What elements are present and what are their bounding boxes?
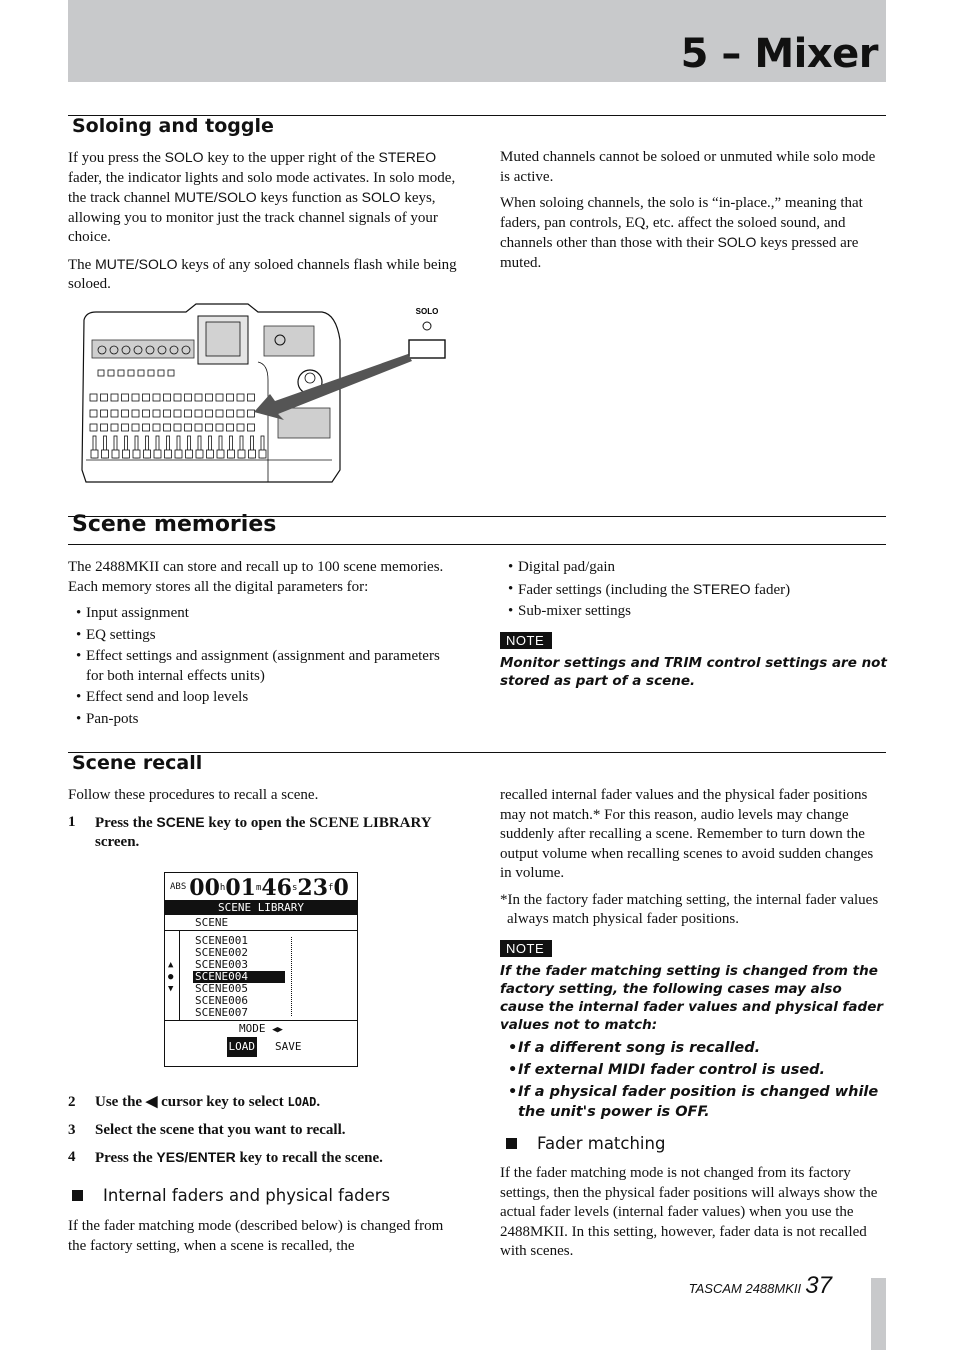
minutes: 01 [225, 875, 256, 901]
text: Use the ◀ cursor key to select [95, 1094, 288, 1110]
channel-key [248, 410, 255, 417]
unit: s [291, 882, 298, 893]
note-text: Monitor settings and TRIM control settings are not stored as part of a scene. [500, 655, 887, 689]
text: fader) [750, 581, 791, 598]
channel-key [195, 424, 202, 431]
left-right-arrows-icon: ◀▶ [272, 1025, 283, 1035]
parameter-list [68, 604, 458, 729]
fader-cap [217, 450, 224, 458]
text: fader, the indicator lights and solo mode activates. In solo mode, the track channel [68, 169, 456, 206]
channel-key [237, 394, 244, 401]
text: key to recall the scene. [235, 1150, 383, 1166]
channel-key [185, 394, 192, 401]
list-item [500, 580, 888, 601]
note-badge: NOTE [500, 632, 552, 649]
note-list [500, 1038, 888, 1122]
fader-cap [144, 450, 151, 458]
list-item: • Effect send and loop levels [68, 688, 458, 708]
text: Press the [95, 814, 157, 831]
scene-memories-intro: The 2488MKII can store and recall up to 100 scene memories. Each memory stores all the digital parameters for: [68, 559, 444, 595]
fader-cap [186, 450, 193, 458]
channel-key [164, 394, 171, 401]
key-name: STEREO [378, 149, 437, 165]
text: keys of any soloed channels flash while being soloed. [68, 256, 457, 292]
note-text: If the fader matching setting is changed from the factory setting, the following cases may also cause the internal fader values and physical fader values not to match: [500, 963, 884, 1033]
footnote: *In the factory fader matching setting, the internal fader values always match physical fader positions. [500, 891, 879, 927]
frames: 23 [297, 875, 329, 901]
scene-row[interactable]: SCENE003 [195, 958, 248, 971]
step-text [95, 1148, 383, 1169]
text: key to the upper right of the [203, 150, 379, 166]
channel-key [164, 410, 171, 417]
channel-key [164, 424, 171, 431]
list-item: • Sub-mixer settings [500, 602, 888, 622]
channel-key [153, 424, 160, 431]
text: When soloing channels, the solo is “in-place.,” meaning that faders, pan controls, EQ, etc. affect the soloed sound, and channels other than those with their [500, 195, 863, 251]
internal-faders-text-right: recalled internal fader values and the physical fader positions may not match.* For this reason, audio levels may change suddenly after recalling a scene. Remember to turn down the output volume when recalling scenes to avoid sudden changes in volume. [500, 787, 874, 881]
list-item: • If external MIDI fader control is used. [500, 1060, 888, 1080]
text: The [68, 256, 96, 273]
channel-key [143, 394, 150, 401]
channel-key [132, 424, 139, 431]
channel-key [227, 410, 234, 417]
channel-key [237, 410, 244, 417]
text: key to open the SCENE LIBRARY screen. [95, 814, 432, 850]
screen-title-bar: SCENE LIBRARY [165, 901, 357, 915]
channel-key [143, 410, 150, 417]
list-item: • EQ settings [68, 626, 458, 646]
channel-key [216, 424, 223, 431]
time-counter [165, 873, 357, 901]
scene-list[interactable] [165, 931, 357, 1021]
soloing-left-column [68, 148, 458, 302]
soloing-paragraph-2 [68, 255, 458, 295]
footer-brand: TASCAM 2488MKII [688, 1281, 802, 1296]
channel-key [206, 424, 213, 431]
soloing-right-column [500, 148, 888, 280]
fader-cap [196, 450, 203, 458]
fader-cap [154, 450, 161, 458]
channel-key [111, 394, 118, 401]
channel-key [185, 424, 192, 431]
list-item: • If a different song is recalled. [500, 1038, 888, 1058]
step-number: 1 [68, 813, 76, 830]
seconds: 46 [261, 875, 292, 901]
channel-key [237, 424, 244, 431]
channel-key [132, 410, 139, 417]
channel-key [101, 394, 108, 401]
channel-key [174, 410, 181, 417]
trim-knob-panel [92, 340, 194, 358]
channel-key [216, 410, 223, 417]
section-title-scene-memories: Scene memories [72, 512, 277, 537]
chapter-header-band [68, 0, 886, 82]
page-number: 37 [805, 1272, 832, 1299]
channel-key [90, 394, 97, 401]
scroll-indicator-icon: ▲ ● ▼ [168, 960, 174, 994]
abs-label: ABS [170, 881, 187, 892]
step-number: 3 [68, 1121, 76, 1138]
subframes: 0 [333, 875, 349, 901]
page-edge-tab [871, 1278, 886, 1350]
channel-key [101, 410, 108, 417]
section-title-soloing: Soloing and toggle [72, 115, 274, 137]
channel-key [122, 394, 129, 401]
channel-key [122, 410, 129, 417]
text: keys function as [256, 190, 362, 206]
channel-key [216, 394, 223, 401]
key-name: SOLO [361, 189, 401, 205]
channel-key [90, 410, 97, 417]
unit: f [328, 882, 334, 893]
list-item: • Input assignment [68, 604, 458, 624]
scene-recall-intro: Follow these procedures to recall a scene. [68, 787, 319, 803]
fader-cap [259, 450, 266, 458]
channel-key [206, 394, 213, 401]
scene-row[interactable]: SCENE006 [195, 994, 248, 1007]
text: . [316, 1094, 321, 1110]
save-option[interactable]: SAVE [275, 1040, 302, 1053]
fader-cap [123, 450, 130, 458]
solo-key-icon [409, 340, 445, 358]
mode-options [165, 1037, 357, 1057]
scene-memories-right-column [500, 558, 888, 690]
internal-faders-text-left: If the fader matching mode (described below) is changed from the factory setting, when a scene is recalled, the [68, 1218, 444, 1254]
step-text [95, 1093, 320, 1113]
fader-cap [207, 450, 214, 458]
scene-row[interactable]: SCENE005 [195, 982, 248, 995]
channel-key [153, 410, 160, 417]
key-name: YES/ENTER [156, 1149, 236, 1165]
key-name: STEREO [692, 580, 751, 597]
step-number: 4 [68, 1149, 76, 1165]
text: Press the [95, 1150, 157, 1166]
key-name: SOLO [164, 149, 204, 165]
scene-memories-left-column [68, 558, 458, 731]
step-number: 2 [68, 1094, 76, 1110]
fader-cap [112, 450, 119, 458]
channel-key [227, 394, 234, 401]
channel-key [248, 394, 255, 401]
fader-cap [133, 450, 140, 458]
scene-row[interactable]: SCENE002 [195, 946, 248, 959]
channel-key [111, 410, 118, 417]
mode-row [165, 1021, 357, 1037]
hours: 00 [189, 875, 220, 901]
fader-cap [102, 450, 109, 458]
soloing-paragraph-3: Muted channels cannot be soloed or unmuted while solo mode is active. [500, 149, 876, 185]
section-title-scene-recall: Scene recall [72, 752, 203, 774]
mixer-illustration [78, 300, 458, 490]
key-name: MUTE/SOLO [95, 255, 178, 272]
soloing-paragraph-4 [500, 194, 888, 273]
scene-row[interactable]: SCENE001 [195, 934, 248, 947]
fader-cap [249, 450, 256, 458]
solo-indicator-icon [423, 322, 431, 330]
channel-key [101, 424, 108, 431]
list-item: • Digital pad/gain [500, 558, 888, 578]
note-badge: NOTE [500, 940, 552, 957]
fader-matching-text: If the fader matching mode is not changed from its factory settings, then the physical fader positions will always show the actual fader levels (internal fader values) when you use the 2488MKII. In this setting, however, fader data is not recalled with scenes. [500, 1165, 878, 1259]
step-text [95, 813, 458, 853]
channel-key [227, 424, 234, 431]
section-rule [68, 544, 886, 545]
key-name: LOAD [287, 1095, 317, 1109]
scene-recall-left-column [68, 786, 458, 853]
channel-key [174, 424, 181, 431]
scene-recall-right-column [500, 786, 888, 1124]
channel-key [122, 424, 129, 431]
step-3 [68, 1121, 458, 1141]
fader-cap [175, 450, 182, 458]
solo-callout-label: SOLO [415, 307, 439, 316]
mode-label: MODE [239, 1022, 266, 1035]
step-2 [68, 1093, 458, 1113]
text: keys pressed are muted. [500, 235, 859, 271]
subsection-title: Internal faders and physical faders [103, 1186, 391, 1205]
channel-key [206, 410, 213, 417]
text: keys, allowing you to monitor just the track channel signals of your choice. [68, 190, 438, 245]
square-bullet-icon [506, 1138, 517, 1149]
key-name: MUTE/SOLO [174, 189, 257, 205]
channel-key [174, 394, 181, 401]
scene-recall-steps [68, 1093, 458, 1169]
channel-key [111, 424, 118, 431]
fader-cap [165, 450, 172, 458]
channel-key [143, 424, 150, 431]
soloing-paragraph-1 [68, 148, 458, 248]
channel-key [248, 424, 255, 431]
channel-key [132, 394, 139, 401]
scene-row[interactable]: SCENE004 [193, 971, 285, 983]
page-footer [688, 1272, 832, 1299]
text: Fader settings (including the [518, 581, 693, 598]
subsection-fader-matching [506, 1134, 665, 1154]
chapter-title: 5 – Mixer [680, 31, 878, 77]
channel-key [185, 410, 192, 417]
load-option[interactable]: LOAD [227, 1037, 258, 1057]
subsection-internal-faders [72, 1186, 390, 1206]
parameter-list [500, 558, 888, 622]
list-item: • Pan-pots [68, 710, 458, 730]
key-name: SCENE [156, 813, 205, 830]
step-1 [68, 813, 458, 853]
scene-library-screen [164, 872, 358, 1067]
scene-row[interactable]: SCENE007 [195, 1006, 248, 1019]
channel-key [195, 394, 202, 401]
fader-cap [228, 450, 235, 458]
channel-key [153, 394, 160, 401]
key-name: SOLO [717, 234, 757, 250]
step-text: Select the scene that you want to recall. [95, 1121, 346, 1138]
subsection-title: Fader matching [537, 1134, 666, 1153]
text: If you press the [68, 150, 165, 166]
list-item: • If a physical fader position is changed while the unit's power is OFF. [500, 1082, 888, 1122]
unit: h [219, 882, 226, 893]
step-4 [68, 1148, 458, 1169]
column-header: SCENE [165, 915, 357, 931]
fader-cap [238, 450, 245, 458]
list-item: • Effect settings and assignment (assignment and parameters for both internal effects units) [68, 647, 458, 686]
square-bullet-icon [72, 1190, 83, 1201]
unit: m [255, 882, 262, 893]
fader-cap [91, 450, 98, 458]
channel-key [195, 410, 202, 417]
channel-key [90, 424, 97, 431]
